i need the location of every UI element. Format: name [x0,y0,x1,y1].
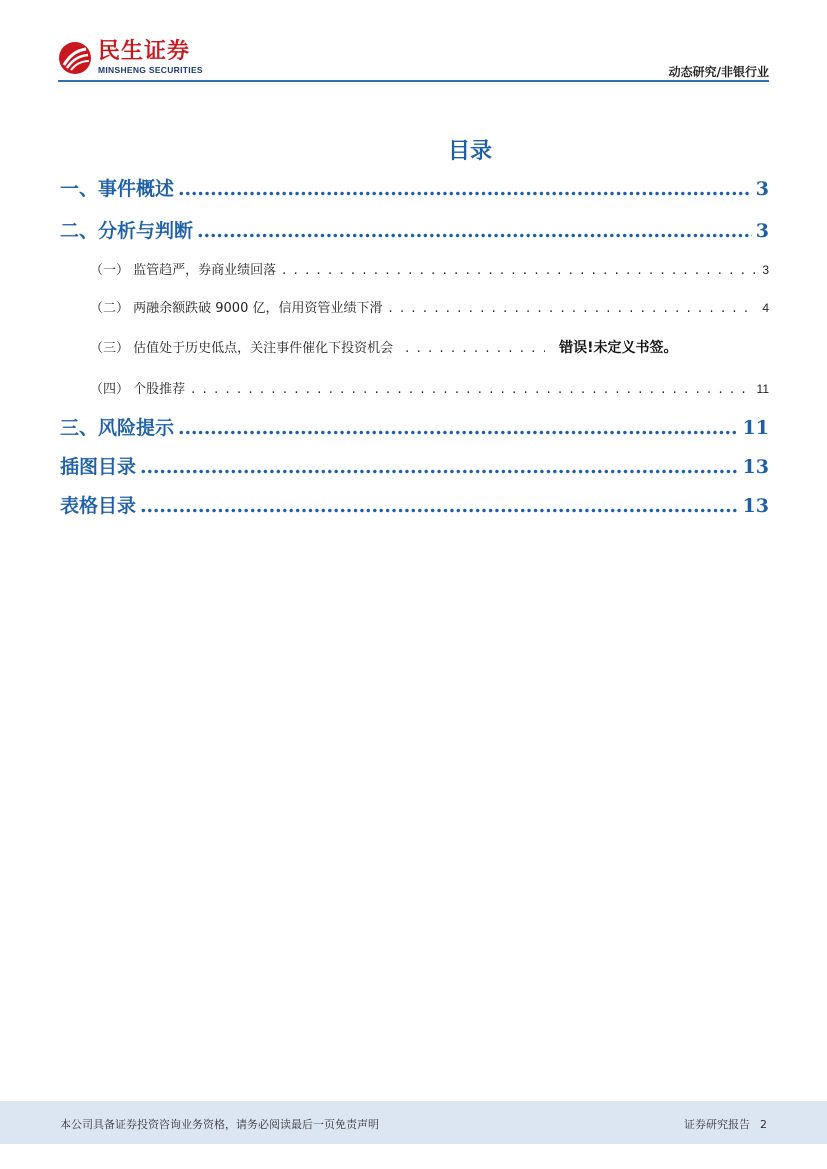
toc-entry-page: 3 [755,220,769,242]
toc-entry-risk[interactable] [60,413,769,440]
toc-subentry-stock-picks[interactable] [90,378,769,397]
toc-entry-label: （四） 个股推荐 [90,382,186,397]
toc-entry-page: 4 [762,301,769,315]
toc-entry-page: 3 [762,263,769,277]
toc-leader-dots [140,495,739,517]
footer-disclaimer: 本公司具备证券投资咨询业务资格，请务必阅读最后一页免责声明 [60,1118,379,1131]
page-footer [0,1101,827,1144]
toc-entry-label: 插图目录 [60,456,137,478]
toc-entry-page: 11 [756,382,769,396]
toc-entry-event-overview[interactable] [60,174,769,201]
toc-leader-dots [178,417,739,439]
minsheng-logo-icon [58,41,92,75]
toc-leader-dots [197,220,752,242]
toc-title: 目录 [447,138,492,164]
toc-leader-dots [191,382,750,397]
toc-entry-label: （二） 两融余额跌破 9000 亿，信用资管业绩下滑 [90,301,383,316]
toc-entry-label: 表格目录 [60,495,137,517]
logo-english-name: MINSHENG SECURITIES [98,65,203,75]
footer-info [674,1116,767,1132]
logo-chinese-name: 民生证券 [98,39,191,64]
toc-subentry-regulation[interactable] [90,259,769,278]
toc-subentry-valuation[interactable] [90,337,769,357]
toc-entry-page: 11 [742,417,769,439]
toc-entry-analysis[interactable] [60,216,769,243]
toc-entry-label: （三） 估值处于历史低点，关注事件催化下投资机会 [90,341,394,356]
page-header [0,0,827,90]
toc-leader-dots [282,263,756,278]
footer-page-number: 2 [760,1118,767,1131]
report-category: 动态研究/非银行业 [668,65,769,79]
toc-entry-page: 13 [742,456,769,478]
toc-entry-label: 三、风险提示 [60,417,175,439]
toc-leader-dots [140,456,739,478]
toc-leader-dots [405,341,545,356]
toc-entry-page: 13 [742,495,769,517]
toc-entry-page: 3 [755,178,769,200]
toc-subentry-margin-balance[interactable] [90,297,769,316]
toc-entry-label: （一） 监管趋严，券商业绩回落 [90,263,277,278]
company-logo [58,40,203,75]
toc-entry-figures[interactable] [60,452,769,479]
header-divider [58,80,769,82]
toc-leader-dots [388,301,756,316]
footer-report-type: 证券研究报告 [684,1118,750,1131]
toc-leader-dots [178,178,752,200]
toc-entry-tables[interactable] [60,491,769,518]
toc-entry-bookmark-error: 错误!未定义书签。 [559,340,678,356]
toc-entry-label: 一、事件概述 [60,178,175,200]
toc-entry-label: 二、分析与判断 [60,220,194,242]
